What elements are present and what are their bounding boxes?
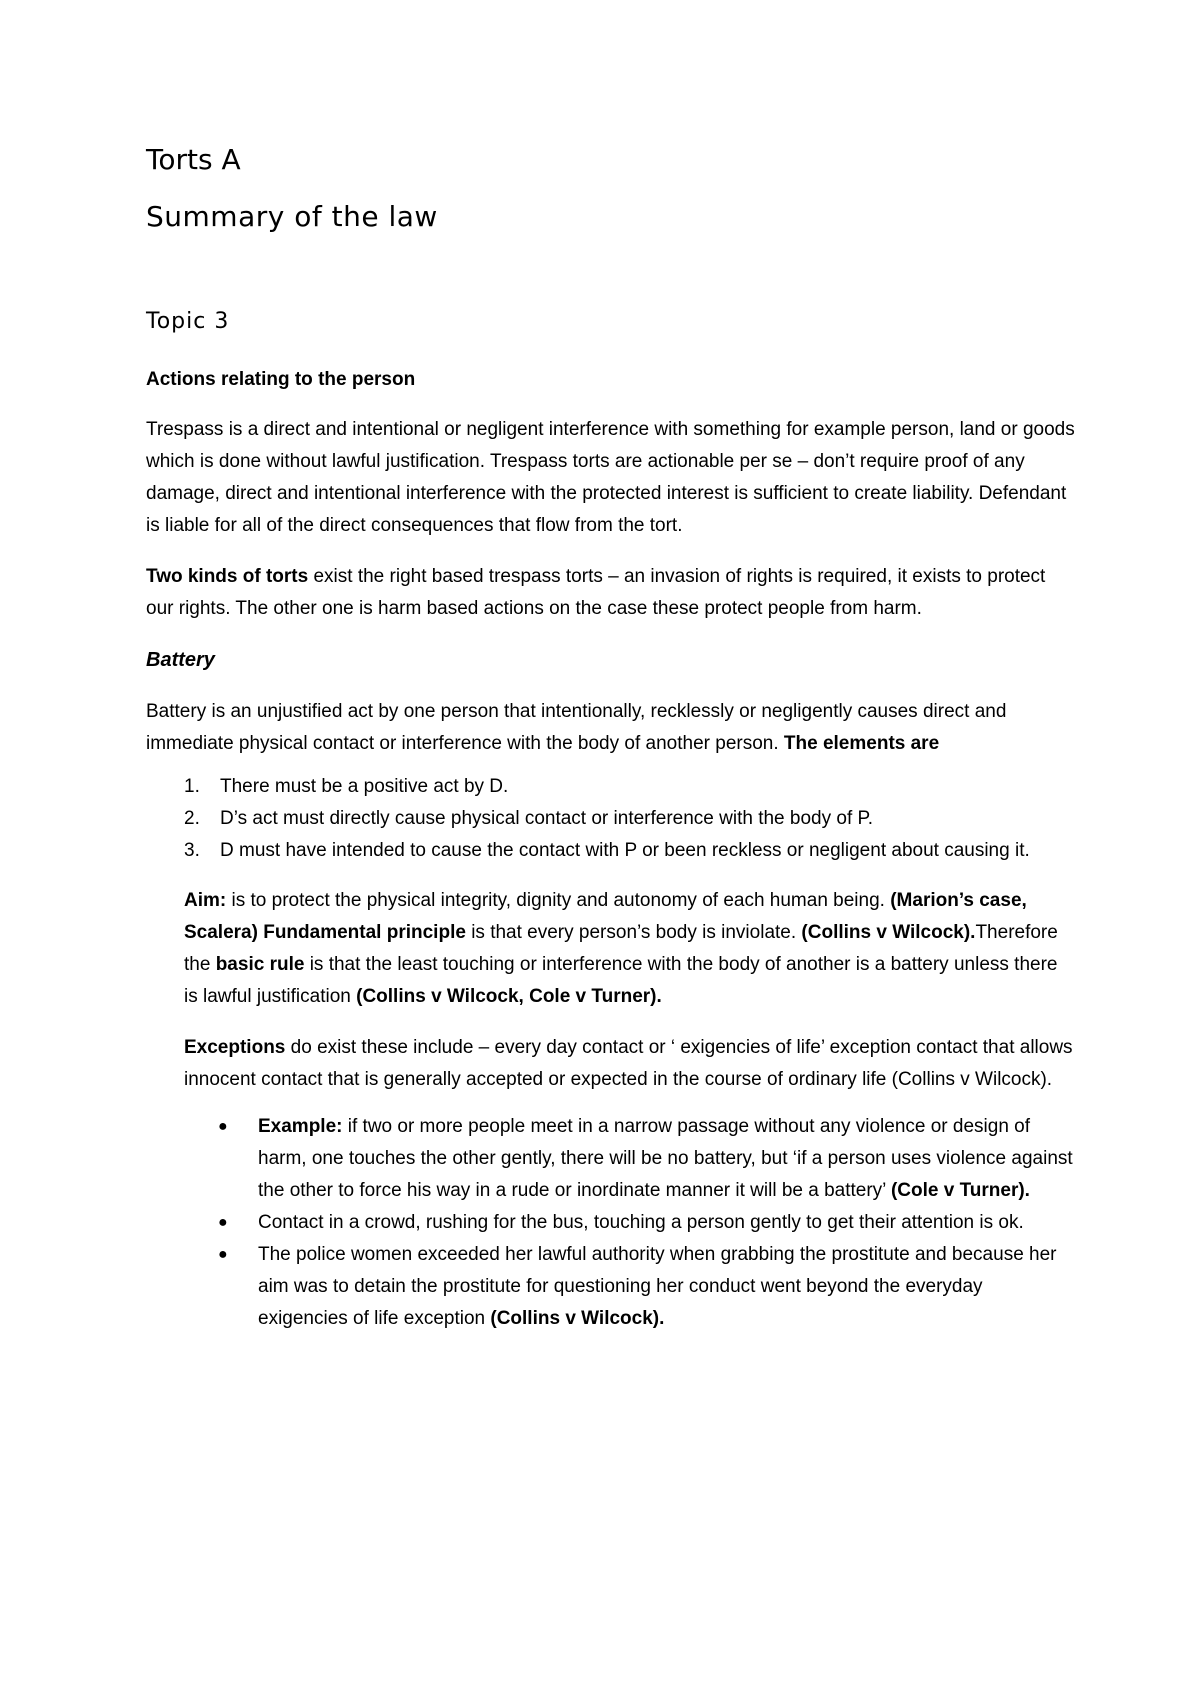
bold-text: Aim: [184, 890, 227, 911]
list-number: 3. [184, 840, 200, 861]
exceptions-paragraph [146, 1032, 1076, 1096]
bullet-icon: ● [218, 1214, 228, 1231]
list-item [146, 1111, 1076, 1207]
bold-text: basic rule [215, 954, 305, 975]
bold-text: (Collins v Wilcock). [490, 1308, 665, 1329]
paragraph-text: is that the least touching or interference with the body of another is a battery unless there is lawful justification [184, 954, 1058, 1007]
bold-text: Exceptions [184, 1037, 286, 1058]
elements-list [146, 771, 1076, 867]
topic-heading: Topic 3 [146, 309, 230, 334]
paragraph-text: Battery is an unjustified act by one person that intentionally, recklessly or negligently causes direct and immediate physical contact or interference with the body of another person. [146, 701, 1007, 754]
bold-text: (Collins v Wilcock, Cole v Turner). [356, 986, 662, 1007]
list-number: 1. [184, 776, 200, 797]
list-item [146, 1239, 1076, 1335]
list-item [146, 803, 1076, 835]
list-item [146, 1207, 1076, 1239]
bold-text: Example: [258, 1116, 343, 1137]
bullet-icon: ● [218, 1118, 228, 1135]
paragraph-text: is to protect the physical integrity, dignity and autonomy of each human being. [226, 890, 891, 911]
document-title: Torts A [146, 143, 241, 176]
list-item-text: There must be a positive act by D. [220, 776, 509, 797]
paragraph-text: Therefore the [184, 922, 1058, 975]
list-item-text: Contact in a crowd, rushing for the bus, touching a person gently to get their attention is ok. [258, 1212, 1024, 1233]
list-item-text: The police women exceeded her lawful authority when grabbing the prostitute and because her aim was to detain the prostitute for questioning her conduct went beyond the everyday exigencies of life exception [258, 1244, 1057, 1329]
paragraph-text: do exist these include – every day contact or ‘ exigencies of life’ exception contact that allows innocent contact that is generally accepted or expected in the course of ordinary life (Collins v Wilcock). [184, 1037, 1073, 1090]
section-heading: Actions relating to the person [146, 369, 416, 390]
bold-tail: The elements are [783, 733, 940, 754]
battery-definition [146, 696, 1076, 760]
paragraph-text: exist the right based trespass torts – an invasion of rights is required, it exists to protect our rights. The other one is harm based actions on the case these protect people from harm. [146, 566, 1046, 619]
bold-lead: Two kinds of torts [146, 566, 309, 587]
document-body [146, 364, 1076, 1335]
document-subtitle: Summary of the law [146, 200, 438, 233]
list-number: 2. [184, 808, 200, 829]
list-item-text: if two or more people meet in a narrow passage without any violence or design of harm, one touches the other gently, there will be no battery, but ‘if a person uses violence against the other to force his way in a rude or inordinate manner it will be a battery’ [258, 1116, 1073, 1201]
bullet-icon: ● [218, 1246, 228, 1263]
bold-text: (Cole v Turner). [890, 1180, 1030, 1201]
kinds-of-torts-paragraph [146, 561, 1076, 625]
list-item-text: D’s act must directly cause physical contact or interference with the body of P. [220, 808, 874, 829]
list-item [146, 771, 1076, 803]
battery-heading: Battery [146, 649, 215, 671]
aim-paragraph [146, 885, 1076, 1013]
paragraph-text: is that every person’s body is inviolate. [465, 922, 802, 943]
bold-text: (Marion’s case, Scalera) Fundamental principle [184, 890, 1027, 943]
list-item-text: D must have intended to cause the contact with P or been reckless or negligent about causing it. [220, 840, 1030, 861]
bold-text: (Collins v Wilcock). [801, 922, 976, 943]
examples-list [146, 1111, 1076, 1335]
trespass-paragraph: Trespass is a direct and intentional or negligent interference with something for example person, land or goods which is done without lawful justification. Trespass torts are actionable per se – don’t require proof of any damage, direct and intentional interference with the protected interest is sufficient to create liability. Defendant is liable for all of the direct consequences that flow from the tort. [146, 419, 1075, 536]
list-item [146, 835, 1076, 867]
